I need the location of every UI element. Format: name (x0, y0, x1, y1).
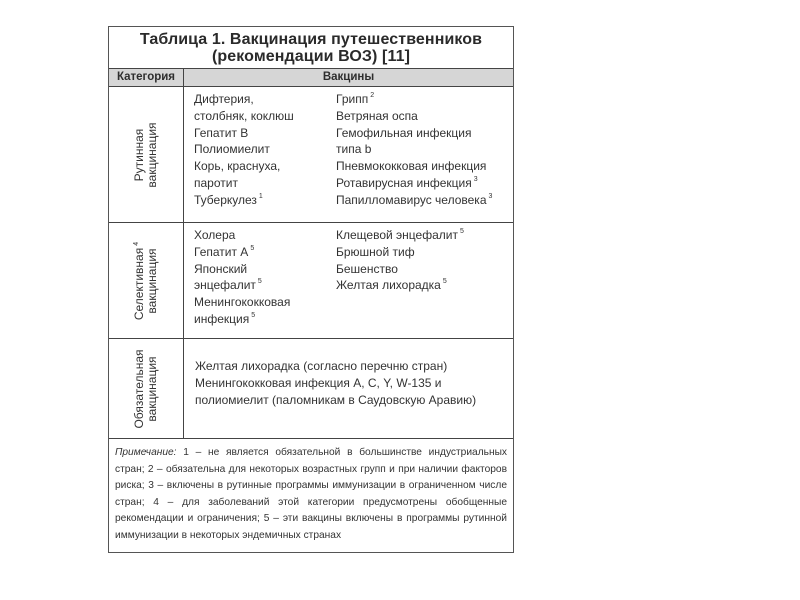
vaccine-list (195, 358, 476, 408)
vaccine-item: Туберкулез $^1$ (194, 192, 263, 207)
table-notes (115, 445, 507, 545)
vaccine-item: Брюшной тиф (336, 244, 415, 259)
category-label: Селективная$^4$ вакцинация (132, 241, 159, 320)
title-line-2: (рекомендации ВОЗ) [11] (211, 48, 411, 65)
vaccine-item: Ротавирусная инфекция $^3$ (336, 175, 478, 190)
footnote-marker: 5 (251, 311, 256, 319)
vaccines-cell (184, 339, 513, 438)
vaccine-item: Дифтерия, (194, 92, 254, 106)
vaccines-cell (184, 87, 513, 222)
footnote-marker: 5 (257, 278, 262, 286)
vaccine-item: Клещевой энцефалит $^5$ (336, 228, 464, 242)
vaccine-line: Желтая лихорадка (согласно перечню стран) (195, 359, 448, 373)
footnote-marker: 1 (258, 192, 263, 200)
category-label: Рутинная вакцинация (132, 121, 159, 188)
vaccine-item: Менингококковая (194, 295, 291, 310)
table-header-row (109, 68, 513, 87)
vaccine-item: энцефалит $^5$ (194, 278, 262, 293)
vaccine-item: Холера (194, 228, 236, 242)
table-row-mandatory (109, 339, 513, 439)
vaccine-item: Пневмококковая инфекция (336, 159, 487, 174)
footnote-marker: 2 (370, 92, 375, 99)
vaccine-item: Японский (194, 261, 248, 276)
category-label: Обязательная вакцинация (132, 348, 159, 429)
category-cell (109, 223, 184, 338)
vaccine-item: Гепатит В (194, 125, 249, 140)
vaccine-item: паротит (194, 175, 238, 190)
vaccine-item: Ветряная оспа (336, 108, 418, 123)
vaccine-list-left (194, 227, 290, 328)
footnote-marker: 4 (133, 241, 140, 246)
table-title (109, 27, 513, 69)
footnote-marker: 3 (488, 192, 493, 200)
vaccine-item: Корь, краснуха, (194, 159, 281, 174)
vaccine-item: Полиомиелит (194, 142, 270, 157)
footnote-marker: 5 (459, 228, 464, 235)
vaccine-line: Менингококковая инфекция А, С, Y, W-135 и (195, 375, 442, 390)
vaccination-table (108, 26, 514, 553)
vaccine-item: Желтая лихорадка $^5$ (336, 278, 447, 293)
vaccine-item: инфекция $^5$ (194, 311, 256, 326)
footnote-marker: 3 (473, 175, 478, 183)
vaccine-item: Бешенство (336, 261, 398, 276)
notes-label: Примечание: (115, 447, 177, 458)
header-vaccines: Вакцины (322, 71, 375, 83)
vaccine-line: полиомиелит (паломникам в Саудовскую Аравию) (195, 392, 477, 407)
footnote-marker: 5 (442, 278, 447, 286)
vaccine-list-left (194, 91, 294, 209)
vaccines-cell (184, 223, 513, 338)
vaccine-item: Папилломавирус человека $^3$ (336, 192, 493, 207)
vaccine-item: Гемофильная инфекция (336, 125, 472, 140)
category-cell (109, 339, 184, 438)
header-category: Категория (109, 69, 184, 86)
table-row-routine (109, 87, 513, 223)
vaccine-item: типа b (336, 142, 372, 157)
vaccine-item: Гепатит А $^5$ (194, 244, 255, 259)
vaccine-list-right (336, 91, 492, 209)
vaccine-item: Грипп $^2$ (336, 92, 375, 106)
notes-text: 1 – не является обязательной в большинстве индустриальных стран; 2 – обязательна для некоторых возрастных групп и при наличии факторов риска; 3 – включены в рутинные программы иммунизации в ограниченном числе стран; 4 – для заболеваний этой категории предусмотрены обобщенные рекомендации и ограничения; 5 – эти вакцины включены в программы рутинной иммунизации в некоторых эндемичных странах (115, 447, 507, 541)
footnote-marker: 5 (250, 244, 255, 252)
table-row-selective (109, 223, 513, 339)
title-line-1: Таблица 1. Вакцинация путешественников (139, 31, 483, 48)
category-cell (109, 87, 184, 222)
vaccine-list-right (336, 227, 464, 294)
vaccine-item: столбняк, коклюш (194, 108, 294, 123)
